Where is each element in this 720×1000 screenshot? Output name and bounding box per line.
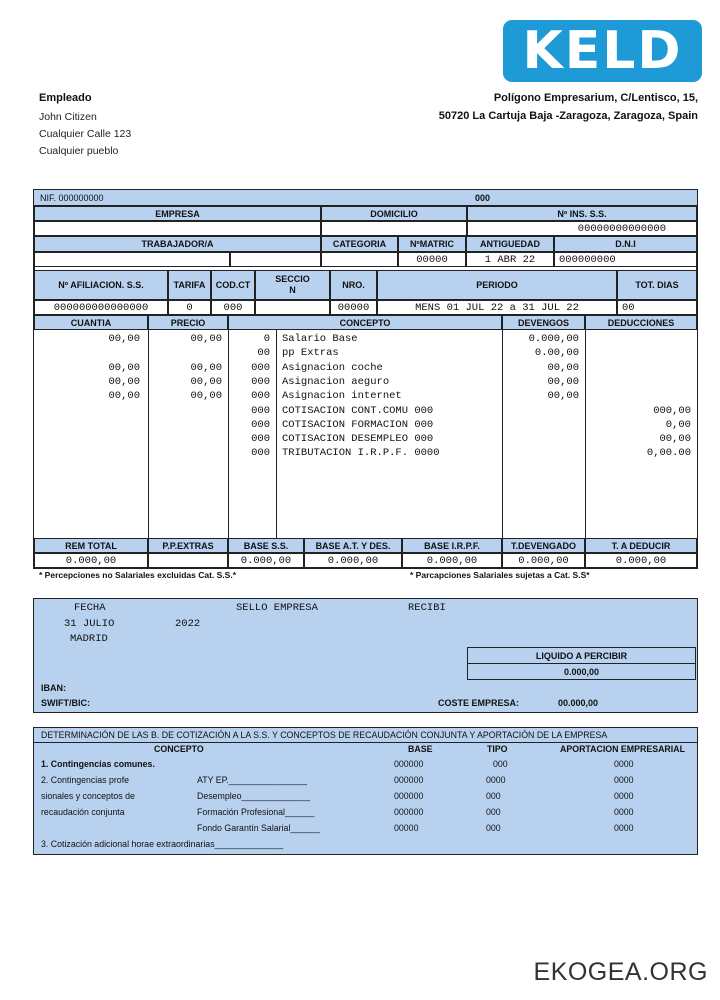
nif-label: NIF. 000000000: [40, 192, 104, 203]
row1-base: 000000: [394, 759, 424, 769]
total-value: 0.000,00: [228, 553, 304, 568]
determination-title: DETERMINACIÓN DE LAS B. DE COTIZACIÓN A LA S.S. Y CONCEPTOS DE RECAUDACIÓN CONJUNTA Y APORTACIÓN DE LA EMPRESA: [41, 730, 608, 740]
trabajador-value: [34, 252, 230, 267]
coste-label: COSTE EMPRESA:: [438, 698, 520, 708]
row2-label-line: sionales y conceptos de: [41, 791, 135, 801]
total-label: P.P.EXTRAS: [148, 538, 228, 553]
col-tipo: TIPO: [487, 744, 508, 754]
nif-row: [34, 190, 697, 206]
total-value: 0.000,00: [402, 553, 502, 568]
company-address-line2: 50720 La Cartuja Baja -Zaragoza, Zaragoza, Spain: [438, 110, 698, 122]
concept-name: COTISACION CONT.COMU 000: [282, 404, 434, 417]
total-label: BASE I.R.P.F.: [402, 538, 502, 553]
deduccion-value: 0,00.00: [646, 447, 691, 460]
totdias-header: TOT. DIAS: [617, 270, 697, 300]
nif-right-value: 000: [475, 192, 491, 203]
employee-street: Cualquier Calle 123: [39, 128, 132, 140]
codct-value: 000: [211, 300, 255, 315]
precio-value: 00,00: [190, 375, 222, 388]
deducciones-header: DEDUCCIONES: [585, 315, 697, 330]
dni-value: 000000000: [554, 252, 697, 267]
coste-value: 00.000,00: [558, 698, 599, 708]
row1-label: 1. Contingencias comunes.: [41, 759, 155, 769]
devengo-value: 00,00: [547, 390, 579, 403]
cuantia-header: CUANTIA: [34, 315, 148, 330]
tarifa-header: TARIFA: [168, 270, 211, 300]
sello-label: SELLO EMPRESA: [236, 602, 318, 614]
sub-aporte: 0000: [614, 823, 634, 833]
categoria-value: [321, 252, 398, 267]
note-non-salary: * Percepciones no Salariales excluidas Cat. S.S.*: [39, 570, 237, 580]
logo-text: KELD: [522, 21, 683, 81]
company-address-line1: Polígono Empresarium, C/Lentisco, 15,: [493, 92, 698, 104]
total-label: T. A DEDUCIR: [585, 538, 697, 553]
concept-name: Asignacion internet: [282, 390, 402, 403]
row2-label-line: 2. Contingencias profe: [41, 775, 130, 785]
col-concepto: CONCEPTO: [154, 744, 204, 754]
concept-name: Asignacion coche: [282, 361, 383, 374]
domicilio-header: DOMICILIO: [321, 206, 467, 221]
concept-name: COTISACION DESEMPLEO 000: [282, 433, 434, 446]
concept-code: 0: [263, 333, 270, 345]
company-logo: [503, 20, 702, 82]
watermark: EKOGEA.ORG: [533, 958, 708, 986]
concept-code: 000: [251, 447, 270, 460]
sub-tipo: 000: [486, 807, 501, 817]
seccion-value: [255, 300, 330, 315]
row2-label-line: recaudación conjunta: [41, 807, 125, 817]
concept-name: Asignacion aeguro: [282, 375, 390, 388]
ins-ss-value: 00000000000000: [467, 221, 697, 236]
liquido-value: 0.000,00: [467, 663, 696, 680]
sub-base: 000000: [394, 807, 424, 817]
empresa-value: [34, 221, 321, 236]
sub-label: ATY EP.________________: [197, 775, 308, 785]
sub-aporte: 0000: [614, 807, 634, 817]
concept-name: COTISACION FORMACION 000: [282, 418, 434, 431]
devengo-value: 0.00,00: [534, 347, 579, 360]
matric-value: 00000: [398, 252, 466, 267]
col-aportacion: APORTACION EMPRESARIAL: [560, 744, 685, 754]
seccion-header: SECCIO N: [255, 270, 330, 300]
trabajador-header: TRABAJADOR/A: [34, 236, 321, 252]
trabajador-value-2: [230, 252, 321, 267]
sub-aporte: 0000: [614, 791, 634, 801]
concept-code: 000: [251, 433, 270, 446]
antiguedad-header: ANTIGUEDAD: [466, 236, 554, 252]
swift-label: SWIFT/BIC:: [41, 698, 90, 708]
sub-base: 000000: [394, 775, 424, 785]
nro-header: NRO.: [330, 270, 377, 300]
concept-name: TRIBUTACION I.R.P.F. 0000: [282, 447, 440, 460]
tarifa-value: 0: [168, 300, 211, 315]
cuantia-value: 00,00: [108, 375, 140, 388]
total-value: 0.000,00: [304, 553, 402, 568]
employee-town: Cualquier pueblo: [39, 145, 119, 157]
devengos-header: DEVENGOS: [502, 315, 585, 330]
categoria-header: CATEGORIA: [321, 236, 398, 252]
devengo-value: 0.000,00: [528, 333, 579, 345]
cuantia-value: 00,00: [108, 333, 140, 345]
deduccion-value: 0,00: [665, 418, 691, 431]
sub-label: Fondo Garantín Salarial______: [197, 823, 320, 833]
liquido-label: LIQUIDO A PERCIBIR: [467, 647, 696, 663]
total-label: REM TOTAL: [34, 538, 148, 553]
total-label: T.DEVENGADO: [502, 538, 585, 553]
col-base: BASE: [408, 744, 433, 754]
total-label: BASE A.T. Y DES.: [304, 538, 402, 553]
receipt-box: [33, 598, 698, 713]
sub-tipo: 000: [486, 823, 501, 833]
precio-header: PRECIO: [148, 315, 228, 330]
devengo-value: 00,00: [547, 361, 579, 374]
sub-tipo: 0000: [486, 775, 506, 785]
concept-name: pp Extras: [282, 347, 339, 360]
payslip-sheet: [33, 189, 698, 569]
fecha-label: FECHA: [74, 602, 106, 614]
total-value: [148, 553, 228, 568]
cuantia-value: 00,00: [108, 390, 140, 403]
column-divider: [276, 330, 277, 538]
total-value: 0.000,00: [34, 553, 148, 568]
row3-label: 3. Cotización adicional horae extraordinarias______________: [41, 839, 284, 849]
precio-value: 00,00: [190, 361, 222, 374]
afiliacion-value: 000000000000000: [34, 300, 168, 315]
employee-name: John Citizen: [39, 111, 97, 123]
recibi-label: RECIBI: [408, 602, 446, 614]
sub-label: Formación Profesional______: [197, 807, 315, 817]
concept-code: 00: [257, 347, 270, 360]
determination-box: [33, 727, 698, 855]
total-value: 0.000,00: [502, 553, 585, 568]
title-divider: [34, 742, 697, 743]
dni-header: D.N.I: [554, 236, 697, 252]
deduccion-value: 000,00: [653, 404, 691, 417]
total-label: BASE S.S.: [228, 538, 304, 553]
nro-value: 00000: [330, 300, 377, 315]
totdias-value: 00: [617, 300, 697, 315]
periodo-value: MENS 01 JUL 22 a 31 JUL 22: [377, 300, 617, 315]
sub-base: 000000: [394, 791, 424, 801]
iban-label: IBAN:: [41, 683, 66, 693]
concept-code: 000: [251, 404, 270, 417]
ins-ss-header: Nº INS. S.S.: [467, 206, 697, 221]
concept-code: 000: [251, 375, 270, 388]
note-salary: * Parcapciones Salariales sujetas a Cat. S.S*: [410, 570, 590, 580]
deduccion-value: 00,00: [659, 433, 691, 446]
concept-code: 000: [251, 418, 270, 431]
concept-code: 000: [251, 361, 270, 374]
devengo-value: 00,00: [547, 375, 579, 388]
receipt-date: 31 JULIO: [64, 618, 115, 630]
concept-code: 000: [251, 390, 270, 403]
sub-base: 00000: [394, 823, 419, 833]
precio-value: 00,00: [190, 390, 222, 403]
antiguedad-value: 1 ABR 22: [466, 252, 554, 267]
empresa-header: EMPRESA: [34, 206, 321, 221]
cuantia-value: 00,00: [108, 361, 140, 374]
domicilio-value: [321, 221, 467, 236]
afiliacion-header: Nº AFILIACION. S.S.: [34, 270, 168, 300]
codct-header: COD.CT: [211, 270, 255, 300]
employee-heading: Empleado: [39, 92, 92, 104]
row1-tipo: 000: [493, 759, 508, 769]
concepto-header: CONCEPTO: [228, 315, 502, 330]
matric-header: NºMATRIC: [398, 236, 466, 252]
periodo-header: PERIODO: [377, 270, 617, 300]
receipt-year: 2022: [175, 618, 201, 630]
concept-name: Salario Base: [282, 333, 358, 345]
sub-aporte: 0000: [614, 775, 634, 785]
precio-value: 00,00: [190, 333, 222, 345]
row1-aporte: 0000: [614, 759, 634, 769]
sub-label: Desempleo______________: [197, 791, 310, 801]
total-value: 0.000,00: [585, 553, 697, 568]
receipt-city: MADRID: [70, 633, 108, 645]
sub-tipo: 000: [486, 791, 501, 801]
